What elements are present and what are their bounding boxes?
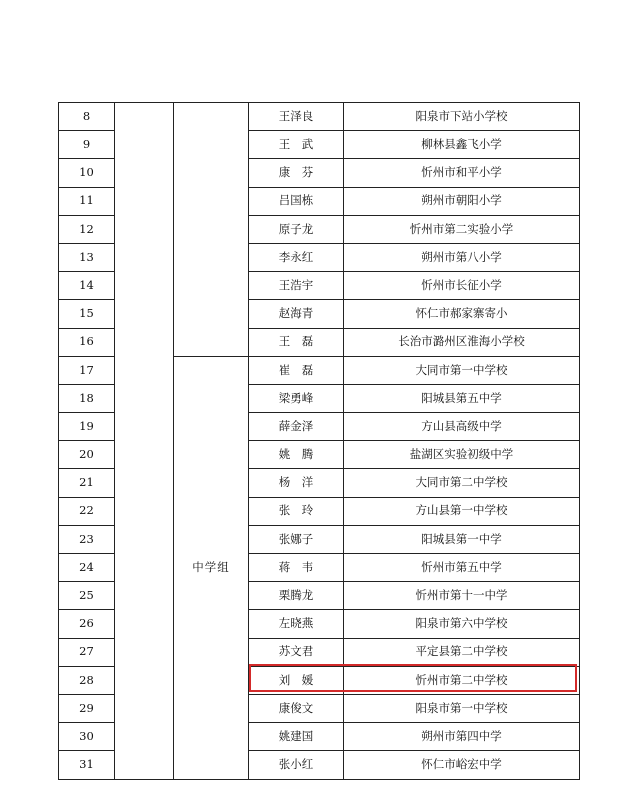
school-name: 忻州市第十一中学 — [344, 582, 580, 610]
school-name: 盐湖区实验初级中学 — [344, 441, 580, 469]
school-name: 怀仁市郝家寨寄小 — [344, 300, 580, 328]
person-name: 薛金泽 — [249, 413, 344, 441]
person-name: 崔 磊 — [249, 356, 344, 384]
person-name: 蒋 韦 — [249, 554, 344, 582]
person-name: 张小红 — [249, 751, 344, 779]
row-number: 25 — [59, 582, 115, 610]
primary-group-cell — [174, 103, 249, 357]
row-number: 15 — [59, 300, 115, 328]
school-name: 朔州市第八小学 — [344, 243, 580, 271]
school-name: 忻州市长征小学 — [344, 272, 580, 300]
row-number: 29 — [59, 694, 115, 722]
person-name: 梁勇峰 — [249, 384, 344, 412]
table-row — [59, 103, 580, 131]
person-name: 原子龙 — [249, 215, 344, 243]
row-number: 30 — [59, 723, 115, 751]
school-name: 柳林县鑫飞小学 — [344, 131, 580, 159]
row-number: 20 — [59, 441, 115, 469]
school-name: 大同市第一中学校 — [344, 356, 580, 384]
row-number: 16 — [59, 328, 115, 356]
row-number: 23 — [59, 525, 115, 553]
school-name: 方山县高级中学 — [344, 413, 580, 441]
school-name: 怀仁市峪宏中学 — [344, 751, 580, 779]
person-name: 王 磊 — [249, 328, 344, 356]
person-name: 苏文君 — [249, 638, 344, 666]
person-name: 吕国栋 — [249, 187, 344, 215]
row-number: 9 — [59, 131, 115, 159]
row-number: 22 — [59, 497, 115, 525]
row-number: 8 — [59, 103, 115, 131]
person-name: 刘 媛 — [249, 666, 344, 694]
school-name: 朔州市朝阳小学 — [344, 187, 580, 215]
school-name: 阳城县第一中学 — [344, 525, 580, 553]
school-name: 平定县第二中学校 — [344, 638, 580, 666]
row-number: 17 — [59, 356, 115, 384]
school-name: 忻州市第二中学校 — [344, 666, 580, 694]
row-number: 14 — [59, 272, 115, 300]
school-name: 阳城县第五中学 — [344, 384, 580, 412]
person-name: 栗腾龙 — [249, 582, 344, 610]
person-name: 王 武 — [249, 131, 344, 159]
school-name: 阳泉市第一中学校 — [344, 694, 580, 722]
person-name: 李永红 — [249, 243, 344, 271]
row-number: 21 — [59, 469, 115, 497]
person-name: 张娜子 — [249, 525, 344, 553]
person-name: 赵海青 — [249, 300, 344, 328]
school-name: 长治市潞州区淮海小学校 — [344, 328, 580, 356]
school-name: 朔州市第四中学 — [344, 723, 580, 751]
school-name: 忻州市和平小学 — [344, 159, 580, 187]
person-name: 康俊文 — [249, 694, 344, 722]
group-label: 中学组 — [174, 356, 249, 779]
row-number: 19 — [59, 413, 115, 441]
row-number: 10 — [59, 159, 115, 187]
row-number: 27 — [59, 638, 115, 666]
category-cell — [115, 103, 174, 780]
school-name: 大同市第二中学校 — [344, 469, 580, 497]
school-name: 阳泉市下站小学校 — [344, 103, 580, 131]
person-name: 姚建国 — [249, 723, 344, 751]
row-number: 11 — [59, 187, 115, 215]
row-number: 13 — [59, 243, 115, 271]
roster-table — [58, 102, 580, 780]
school-name: 阳泉市第六中学校 — [344, 610, 580, 638]
person-name: 姚 腾 — [249, 441, 344, 469]
school-name: 忻州市第二实验小学 — [344, 215, 580, 243]
row-number: 26 — [59, 610, 115, 638]
row-number: 28 — [59, 666, 115, 694]
row-number: 18 — [59, 384, 115, 412]
row-number: 24 — [59, 554, 115, 582]
person-name: 杨 洋 — [249, 469, 344, 497]
person-name: 张 玲 — [249, 497, 344, 525]
person-name: 左晓燕 — [249, 610, 344, 638]
person-name: 王泽良 — [249, 103, 344, 131]
school-name: 方山县第一中学校 — [344, 497, 580, 525]
row-number: 31 — [59, 751, 115, 779]
row-number: 12 — [59, 215, 115, 243]
person-name: 康 芬 — [249, 159, 344, 187]
school-name: 忻州市第五中学 — [344, 554, 580, 582]
person-name: 王浩宇 — [249, 272, 344, 300]
